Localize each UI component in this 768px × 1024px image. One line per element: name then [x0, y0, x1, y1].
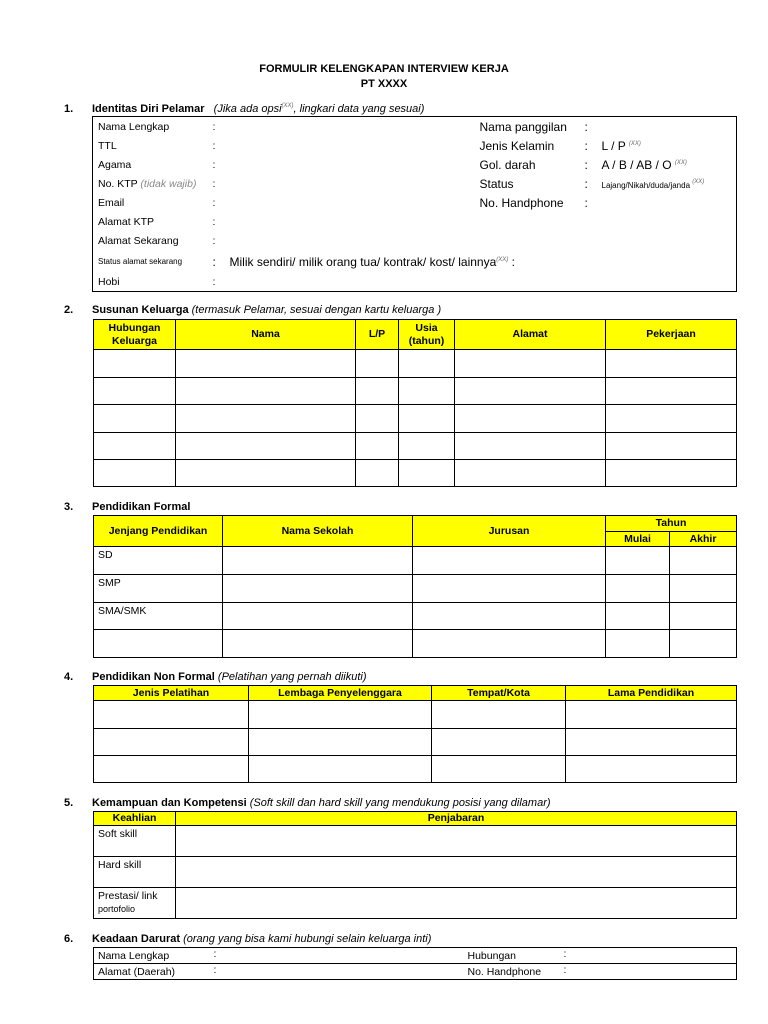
section-note: (orang yang bisa kami hubungi selain keluarga inti): [183, 933, 432, 945]
table-cell[interactable]: [176, 826, 737, 857]
education-level: SMA/SMK: [94, 603, 223, 630]
table-cell[interactable]: [356, 378, 399, 405]
table-cell[interactable]: [606, 460, 737, 487]
emergency-name-field[interactable]: [226, 948, 464, 964]
colon: :: [584, 177, 588, 191]
section-note: (Pelatihan yang pernah diikuti): [217, 671, 367, 683]
table-cell[interactable]: [670, 575, 737, 603]
column-header: Jenis Pelatihan: [94, 686, 249, 701]
table-cell[interactable]: [94, 460, 176, 487]
section-title: Pendidikan Formal: [92, 501, 191, 513]
section-4-heading: [64, 671, 367, 683]
table-row: [94, 729, 737, 756]
colon: :: [214, 964, 226, 980]
identity-row: [93, 213, 737, 232]
table-cell[interactable]: [94, 729, 249, 756]
colon: :: [212, 216, 216, 228]
birth-place-date-field[interactable]: [225, 137, 475, 156]
identity-row: [93, 232, 737, 251]
section-title: Pendidikan Non Formal: [92, 671, 215, 683]
table-cell[interactable]: [670, 630, 737, 658]
table-cell[interactable]: [606, 405, 737, 433]
table-cell[interactable]: [399, 460, 455, 487]
field-label: Hobi: [98, 275, 120, 288]
identity-row: [93, 273, 737, 292]
table-cell[interactable]: [94, 405, 176, 433]
identity-row: [93, 137, 737, 156]
table-cell[interactable]: [413, 603, 606, 630]
table-cell[interactable]: [399, 350, 455, 378]
table-header-row: [94, 812, 737, 826]
table-cell[interactable]: [413, 630, 606, 658]
table-row: [94, 405, 737, 433]
colon: :: [212, 159, 216, 171]
emergency-contact-table: [93, 947, 737, 980]
table-cell[interactable]: [432, 729, 566, 756]
table-row: [94, 433, 737, 460]
table-cell[interactable]: [670, 603, 737, 630]
personal-identity-table: [92, 116, 737, 292]
table-row: [94, 378, 737, 405]
skill-label: Prestasi/ link portofolio: [94, 888, 176, 919]
emergency-relationship-field[interactable]: [576, 948, 737, 964]
identity-row: [93, 175, 737, 194]
table-row: [94, 603, 737, 630]
column-header: Akhir: [670, 532, 737, 547]
colon: :: [564, 948, 576, 964]
table-cell[interactable]: [432, 701, 566, 729]
table-cell[interactable]: [413, 547, 606, 575]
column-header: Nama: [176, 320, 356, 350]
table-cell[interactable]: [176, 405, 356, 433]
table-cell[interactable]: [223, 630, 413, 658]
field-label: Status alamat sekarang: [98, 257, 183, 266]
table-row: [94, 756, 737, 783]
section-1-heading: [64, 103, 424, 115]
blood-type-options[interactable]: A / B / AB / O $^{(XX)}$: [601, 158, 687, 172]
table-cell[interactable]: [566, 756, 737, 783]
colon: :: [584, 119, 588, 134]
field-label: Hubungan: [464, 948, 564, 964]
field-label: Alamat (Daerah): [94, 964, 214, 980]
table-row: [94, 547, 737, 575]
colon: :: [212, 120, 216, 133]
table-cell[interactable]: [176, 888, 737, 919]
section-title: Susunan Keluarga: [92, 304, 189, 316]
table-row: [94, 857, 737, 888]
colon: :: [584, 139, 588, 153]
form-title: FORMULIR KELENGKAPAN INTERVIEW KERJA: [259, 63, 509, 75]
colon: :: [214, 948, 226, 964]
field-label: TTL: [98, 140, 117, 152]
field-label: Email: [98, 197, 125, 209]
education-level[interactable]: [94, 630, 223, 658]
table-cell[interactable]: [606, 575, 670, 603]
table-cell[interactable]: [399, 433, 455, 460]
colon: :: [212, 254, 216, 269]
nickname-field[interactable]: [597, 117, 737, 137]
table-row: [94, 826, 737, 857]
ktp-address-field[interactable]: [225, 213, 737, 232]
field-label: No. Handphone: [464, 964, 564, 980]
colon: :: [212, 140, 216, 152]
section-title: Keadaan Darurat: [92, 933, 181, 945]
field-label: Nama Lengkap: [94, 948, 214, 964]
colon: :: [212, 275, 216, 288]
table-header-row: [94, 320, 737, 350]
full-name-field[interactable]: [225, 117, 475, 137]
table-cell[interactable]: [176, 433, 356, 460]
field-label: No. Handphone: [479, 196, 564, 210]
section-2-heading: [64, 304, 441, 316]
skill-label: Hard skill: [94, 857, 176, 888]
family-table: [93, 319, 737, 487]
table-cell[interactable]: [455, 433, 606, 460]
ktp-number-field[interactable]: [225, 175, 475, 194]
company-name: PT XXXX: [360, 78, 408, 90]
section-title: Kemampuan dan Kompetensi: [92, 797, 247, 809]
table-row: [94, 701, 737, 729]
table-row: [94, 575, 737, 603]
residence-status-options[interactable]: Milik sendiri/ milik orang tua/ kontrak/ kost/ lainnya$^{(XX)}$ :: [229, 254, 515, 269]
field-label: Alamat Sekarang: [98, 235, 179, 247]
table-cell[interactable]: [566, 701, 737, 729]
column-header: Pekerjaan: [606, 320, 737, 350]
section-note: (Jika ada opsi$^{(XX)}$, lingkari data yang sesuai): [213, 103, 425, 115]
field-label: Status: [479, 177, 514, 191]
section-number: 6.: [64, 933, 74, 945]
table-cell[interactable]: [566, 729, 737, 756]
column-header: Alamat: [455, 320, 606, 350]
section-number: 5.: [64, 797, 74, 809]
table-row: [94, 630, 737, 658]
field-hint: (tidak wajib): [140, 178, 197, 190]
table-cell[interactable]: [249, 701, 432, 729]
field-label: Nama panggilan: [479, 119, 567, 134]
hobby-field[interactable]: [225, 273, 737, 292]
emergency-address-field[interactable]: [226, 964, 464, 980]
formal-education-table: [93, 515, 737, 658]
field-label: Gol. darah: [479, 158, 536, 172]
column-header: Penjabaran: [176, 812, 737, 826]
column-header: Tempat/Kota: [432, 686, 566, 701]
table-cell[interactable]: [223, 547, 413, 575]
section-number: 2.: [64, 304, 74, 316]
table-row: [94, 350, 737, 378]
education-level: SD: [94, 547, 223, 575]
field-label: Nama Lengkap: [98, 120, 170, 133]
handphone-field[interactable]: [597, 194, 737, 213]
table-cell[interactable]: [455, 460, 606, 487]
column-header: Lembaga Penyelenggara: [249, 686, 432, 701]
current-address-field[interactable]: [225, 232, 737, 251]
column-header: Jenjang Pendidikan: [94, 516, 223, 547]
gender-options[interactable]: L / P $^{(XX)}$: [601, 139, 641, 153]
religion-field[interactable]: [225, 156, 475, 175]
identity-row: [93, 117, 737, 137]
field-label: Agama: [98, 159, 132, 171]
table-cell[interactable]: [176, 460, 356, 487]
section-5-heading: [64, 797, 551, 809]
section-note: (Soft skill dan hard skill yang mendukung posisi yang dilamar): [249, 797, 551, 809]
table-cell[interactable]: [356, 350, 399, 378]
colon: :: [564, 964, 576, 980]
section-3-heading: [64, 501, 190, 513]
table-row: [94, 888, 737, 919]
competence-table: [93, 811, 737, 919]
column-header: L/P: [356, 320, 399, 350]
table-cell[interactable]: [606, 547, 670, 575]
identity-row: [93, 251, 737, 273]
field-label: Jenis Kelamin: [479, 139, 555, 153]
table-cell[interactable]: [249, 729, 432, 756]
table-cell[interactable]: [606, 378, 737, 405]
section-note: (termasuk Pelamar, sesuai dengan kartu keluarga ): [191, 304, 442, 316]
table-cell[interactable]: [399, 378, 455, 405]
table-cell[interactable]: [94, 378, 176, 405]
table-cell[interactable]: [606, 630, 670, 658]
emergency-handphone-field[interactable]: [576, 964, 737, 980]
table-row: [94, 948, 737, 964]
colon: :: [584, 158, 588, 172]
table-cell[interactable]: [432, 756, 566, 783]
column-header: Tahun: [606, 516, 737, 532]
table-cell[interactable]: [176, 350, 356, 378]
column-header: Jurusan: [413, 516, 606, 547]
section-number: 4.: [64, 671, 74, 683]
colon: :: [212, 178, 216, 190]
table-row: [94, 460, 737, 487]
table-cell[interactable]: [413, 575, 606, 603]
table-cell[interactable]: [176, 857, 737, 888]
field-label: No. KTP (tidak wajib): [98, 178, 197, 190]
colon: :: [584, 196, 588, 210]
table-cell[interactable]: [223, 575, 413, 603]
identity-row: [93, 156, 737, 175]
table-cell[interactable]: [94, 756, 249, 783]
marital-status-options[interactable]: Lajang/Nikah/duda/janda $^{(XX)}$: [601, 178, 705, 190]
table-cell[interactable]: [455, 378, 606, 405]
table-cell[interactable]: [356, 405, 399, 433]
identity-row: [93, 194, 737, 213]
table-cell[interactable]: [606, 603, 670, 630]
column-header: Mulai: [606, 532, 670, 547]
column-header: Usia (tahun): [399, 320, 455, 350]
table-cell[interactable]: [94, 433, 176, 460]
table-cell[interactable]: [176, 378, 356, 405]
section-6-heading: [64, 933, 431, 945]
skill-label: Soft skill: [94, 826, 176, 857]
table-cell[interactable]: [223, 603, 413, 630]
table-cell[interactable]: [94, 701, 249, 729]
table-header-row: [94, 516, 737, 532]
non-formal-education-table: [93, 685, 737, 783]
table-header-row: [94, 686, 737, 701]
table-cell[interactable]: [399, 405, 455, 433]
column-header: Lama Pendidikan: [566, 686, 737, 701]
table-cell[interactable]: [94, 350, 176, 378]
table-cell[interactable]: [249, 756, 432, 783]
email-field[interactable]: [225, 194, 475, 213]
table-cell[interactable]: [606, 433, 737, 460]
column-header: Nama Sekolah: [223, 516, 413, 547]
table-cell[interactable]: [606, 350, 737, 378]
section-number: 1.: [64, 103, 74, 115]
table-cell[interactable]: [670, 547, 737, 575]
table-cell[interactable]: [455, 350, 606, 378]
colon: :: [212, 197, 216, 209]
education-level: SMP: [94, 575, 223, 603]
section-number: 3.: [64, 501, 74, 513]
table-row: [94, 964, 737, 980]
table-cell[interactable]: [356, 460, 399, 487]
colon: :: [212, 235, 216, 247]
table-cell[interactable]: [455, 405, 606, 433]
table-cell[interactable]: [356, 433, 399, 460]
column-header: Hubungan Keluarga: [94, 320, 176, 350]
field-label: Alamat KTP: [98, 216, 155, 228]
section-title: Identitas Diri Pelamar: [92, 103, 205, 115]
column-header: Keahlian: [94, 812, 176, 826]
